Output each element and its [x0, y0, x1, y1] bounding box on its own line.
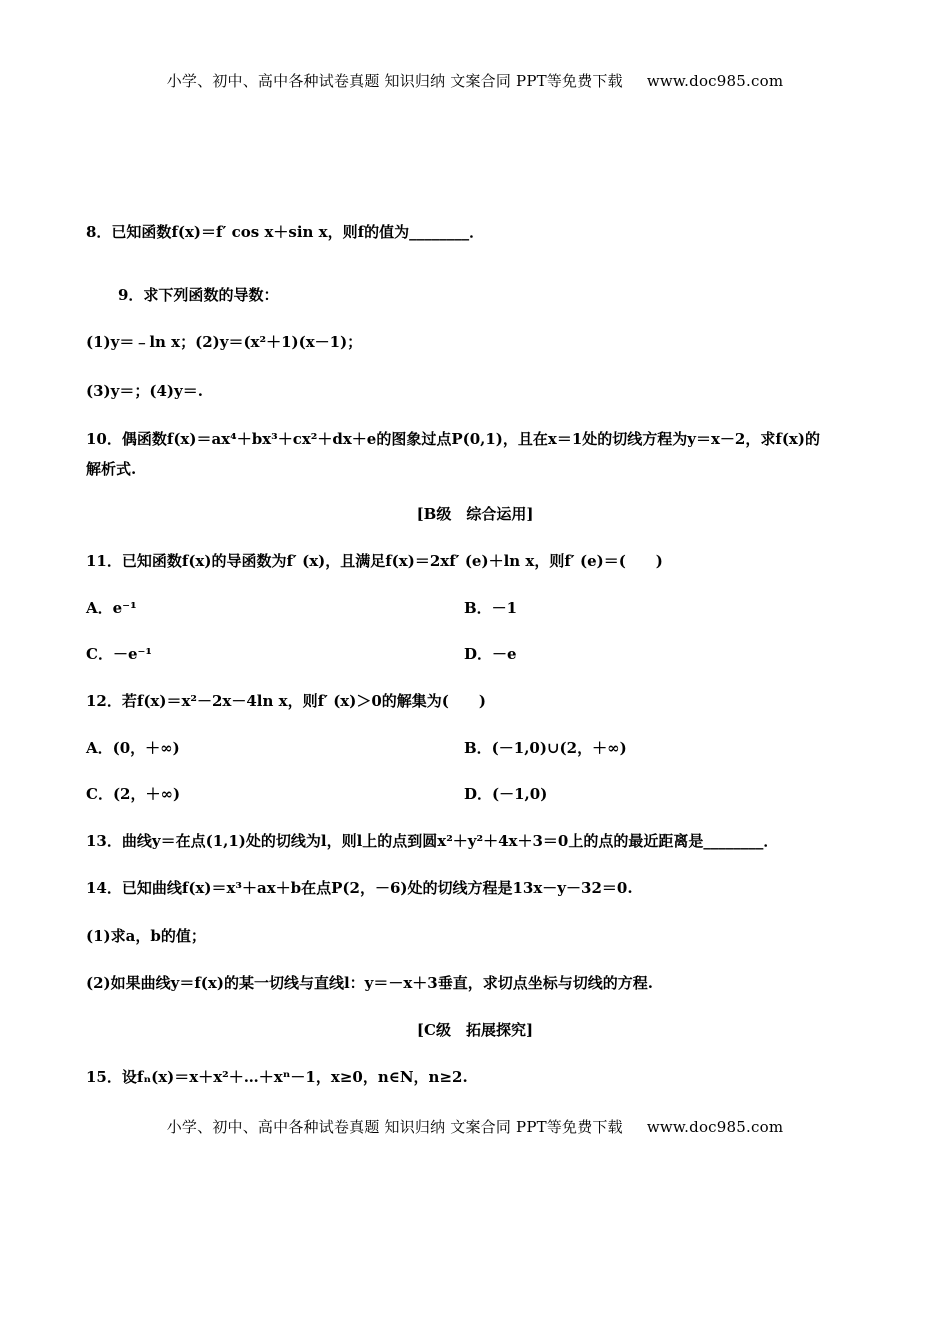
question-11-option-c: C．－e⁻¹	[86, 645, 152, 663]
footer-url[interactable]: www.doc985.com	[646, 1118, 784, 1136]
question-12-option-d: D．(－1,0)	[464, 785, 548, 803]
question-14-stem: 14．已知曲线f(x)＝x³＋ax＋b在点P(2，－6)处的切线方程是13x－y－32＝0.	[86, 879, 633, 897]
page-header	[0, 70, 950, 91]
section-b-heading: [B级 综合运用]	[416, 505, 534, 523]
question-8: 8．已知函数f(x)＝f′ cos x＋sin x，则f的值为________．	[86, 223, 485, 241]
question-12-stem: 12．若f(x)＝x²－2x－4ln x，则f′ (x)＞0的解集为( )	[86, 692, 486, 710]
question-11-option-b: B．－1	[464, 599, 518, 617]
question-9-part2: (3)y＝；(4)y＝.	[86, 382, 203, 400]
header-url[interactable]: www.doc985.com	[646, 72, 784, 90]
page-footer	[0, 1116, 950, 1137]
question-12-option-b: B．(－1,0)∪(2，＋∞)	[464, 739, 627, 757]
question-12-option-a: A．(0，＋∞)	[86, 739, 180, 757]
question-11-option-a: A．e⁻¹	[86, 599, 137, 617]
question-10-line1: 10．偶函数f(x)＝ax⁴＋bx³＋cx²＋dx＋e的图象过点P(0,1)，且在x＝1处的切线方程为y＝x－2，求f(x)的	[86, 430, 820, 448]
question-15: 15．设fₙ(x)＝x＋x²＋…＋xⁿ－1，x≥0，n∈N，n≥2.	[86, 1068, 468, 1086]
header-text: 小学、初中、高中各种试卷真题 知识归纳 文案合同 PPT等免费下载	[166, 72, 623, 90]
question-9-part1: (1)y＝﹣ln x；(2)y＝(x²＋1)(x－1)；	[86, 333, 363, 351]
question-11-option-d: D．－e	[464, 645, 517, 663]
question-9-stem: 9．求下列函数的导数：	[118, 286, 279, 304]
question-13: 13．曲线y＝在点(1,1)处的切线为l，则l上的点到圆x²＋y²＋4x＋3＝0上的点的最近距离是________．	[86, 832, 779, 850]
question-10-line2: 解析式.	[86, 460, 137, 478]
question-12-option-c: C．(2，＋∞)	[86, 785, 181, 803]
section-c-heading: [C级 拓展探究]	[416, 1021, 534, 1039]
question-14-part1: (1)求a，b的值；	[86, 927, 206, 945]
footer-text: 小学、初中、高中各种试卷真题 知识归纳 文案合同 PPT等免费下载	[166, 1118, 623, 1136]
question-11-stem: 11．已知函数f(x)的导函数为f′ (x)，且满足f(x)＝2xf′ (e)＋ln x，则f′ (e)＝( )	[86, 552, 663, 570]
question-14-part2: (2)如果曲线y＝f(x)的某一切线与直线l：y＝－x＋3垂直，求切点坐标与切线的方程.	[86, 974, 653, 992]
